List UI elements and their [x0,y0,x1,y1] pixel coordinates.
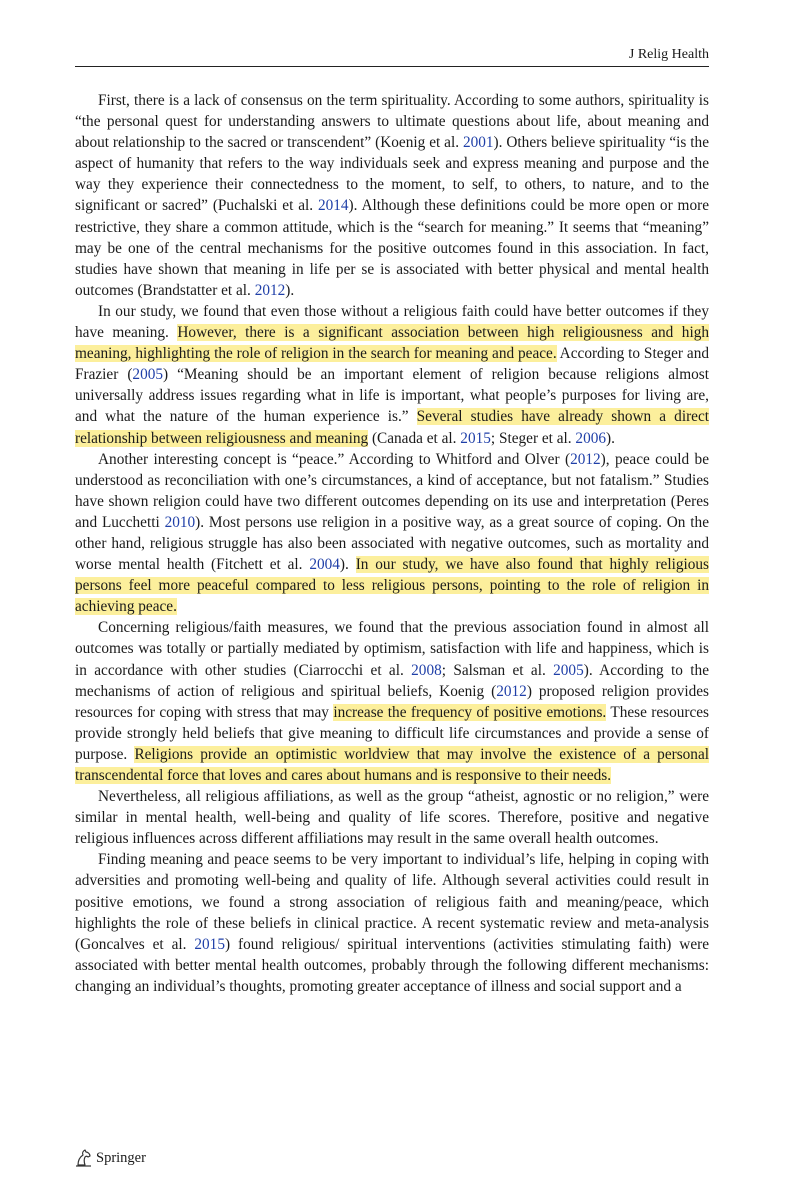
paragraph [75,617,709,786]
text-run: In our study, we found that even those without a religious faith could have better outcomes if they have meaning. [75,302,709,342]
text-run: ). [339,556,356,574]
text-run: Finding meaning and peace seems to be very important to individual’s life, helping in coping with adversities and promoting well-being and quality of life. Although several activities could result in positive emotions, we found a strong association of religious faith and meaning/peace, which highlights the role of these beliefs in clinical practice. A recent systematic review and meta-analysis (Goncalves et al. [75,851,709,953]
journal-title: J Relig Health [628,47,709,62]
text-run: ). Others believe spirituality “is the aspect of humanity that refers to the way individuals seek and express meaning and purpose and the way they experience their connectedness to the moment, to self, to others, to nature, and to the significant or sacred” (Puchalski et al. [75,134,709,215]
highlighted-text: Religions provide an optimistic worldview that may involve the existence of a personal transcendental force that loves and cares about humans and is responsive to their needs. [75,745,709,784]
text-run: ) proposed religion provides resources for coping with stress that may [75,682,709,721]
highlighted-text: increase the frequency of positive emotions. [333,703,607,721]
citation-year-link[interactable]: 2001 [462,134,494,152]
text-run: These resources provide strongly held beliefs that give meaning to difficult life circumstances and provide a sense of purpose. [75,703,710,763]
citation-year-link[interactable]: 2015 [194,935,225,953]
citation-year-link[interactable]: 2012 [254,281,286,299]
citation-year-link[interactable]: 2008 [411,661,442,679]
running-header [75,44,709,67]
citation-year-link[interactable]: 2012 [496,682,527,700]
highlighted-text: Several studies have already shown a direct relationship between religiousness and meaning [75,408,709,447]
text-run: ) found religious/ spiritual interventions (activities stimulating faith) were associated with better mental health outcomes, probably through the following different mechanisms: changing an individual’s thoughts, promoting greater acceptance of illness and social support and a [75,935,709,995]
citation-year-link[interactable]: 2010 [164,513,196,531]
citation-year-link[interactable]: 2005 [132,366,164,384]
citation-year-link[interactable]: 2004 [309,556,340,574]
article-body [75,90,709,997]
text-run: ; Salsman et al. [441,661,554,679]
paragraph [75,90,709,301]
paragraph [75,449,709,618]
text-run: ). Most persons use religion in a positive way, as a great source of coping. On the other hand, religious struggle has also been associated with negative outcomes, such as mortality and worse mental health (Fitchett et al. [75,513,709,574]
text-run: According to Steger and Frazier ( [75,345,709,384]
citation-year-link[interactable]: 2005 [553,661,584,679]
paragraph [75,849,709,997]
text-run: ; Steger et al. [490,429,576,447]
springer-horse-icon [75,1149,92,1167]
publisher-footer [75,1149,146,1167]
citation-year-link[interactable]: 2015 [460,429,491,447]
text-run: Concerning religious/faith measures, we found that the previous association found in almost all outcomes was totally or partially mediated by optimism, satisfaction with life and happiness, which is in accordance with other studies (Ciarrocchi et al. [75,619,709,679]
text-run: (Canada et al. [368,429,461,447]
text-run: ). Although these definitions could be more open or more restrictive, they share a common attitude, which is the “search for meaning.” It seems that “meaning” may be one of the central mechanisms for the positive outcomes found in this association. In fact, studies have shown that meaning in life per se is associated with better physical and mental health outcomes (Brandstatter et al. [75,197,709,299]
text-run: ) “Meaning should be an important element of religion because religions almost universally address issues regarding what in life is important, what people’s purposes for living are, and what the nature of the human experience is.” [75,366,709,426]
text-run: First, there is a lack of consensus on the term spirituality. According to some authors, spirituality is “the personal quest for understanding answers to ultimate questions about life, about meaning and about relationship to the sacred or transcendent” (Koenig et al. [75,92,709,152]
citation-year-link[interactable]: 2014 [317,197,349,215]
paragraph [75,786,709,849]
citation-year-link[interactable]: 2012 [570,450,601,468]
highlighted-text: However, there is a significant association between high religiousness and high meaning, highlighting the role of religion in the search for meaning and peace. [75,324,710,363]
publisher-name: Springer [96,1149,146,1166]
text-run: Another interesting concept is “peace.” According to Whitford and Olver ( [98,450,571,468]
highlighted-text: In our study, we have also found that highly religious persons feel more peaceful compared to less religious persons, pointing to the role of religion in achieving peace. [75,556,709,616]
text-run: ). [606,429,615,447]
text-run: Nevertheless, all religious affiliations, as well as the group “atheist, agnostic or no religion,” were similar in mental health, well-being and quality of life scores. Therefore, positive and negative religious influences across different affiliations may result in the same overall health outcomes. [75,788,709,848]
text-run: ). According to the mechanisms of action of religious and spiritual beliefs, Koenig ( [75,661,709,700]
text-run: ), peace could be understood as reconciliation with one’s circumstances, a kind of acceptance, but not fatalism.” Studies have shown religion could have two different outcomes depending on its use and interpretation (Peres and Lucchetti [75,450,709,531]
paragraph [75,301,709,449]
text-run: ). [285,281,295,299]
citation-year-link[interactable]: 2006 [575,429,607,447]
